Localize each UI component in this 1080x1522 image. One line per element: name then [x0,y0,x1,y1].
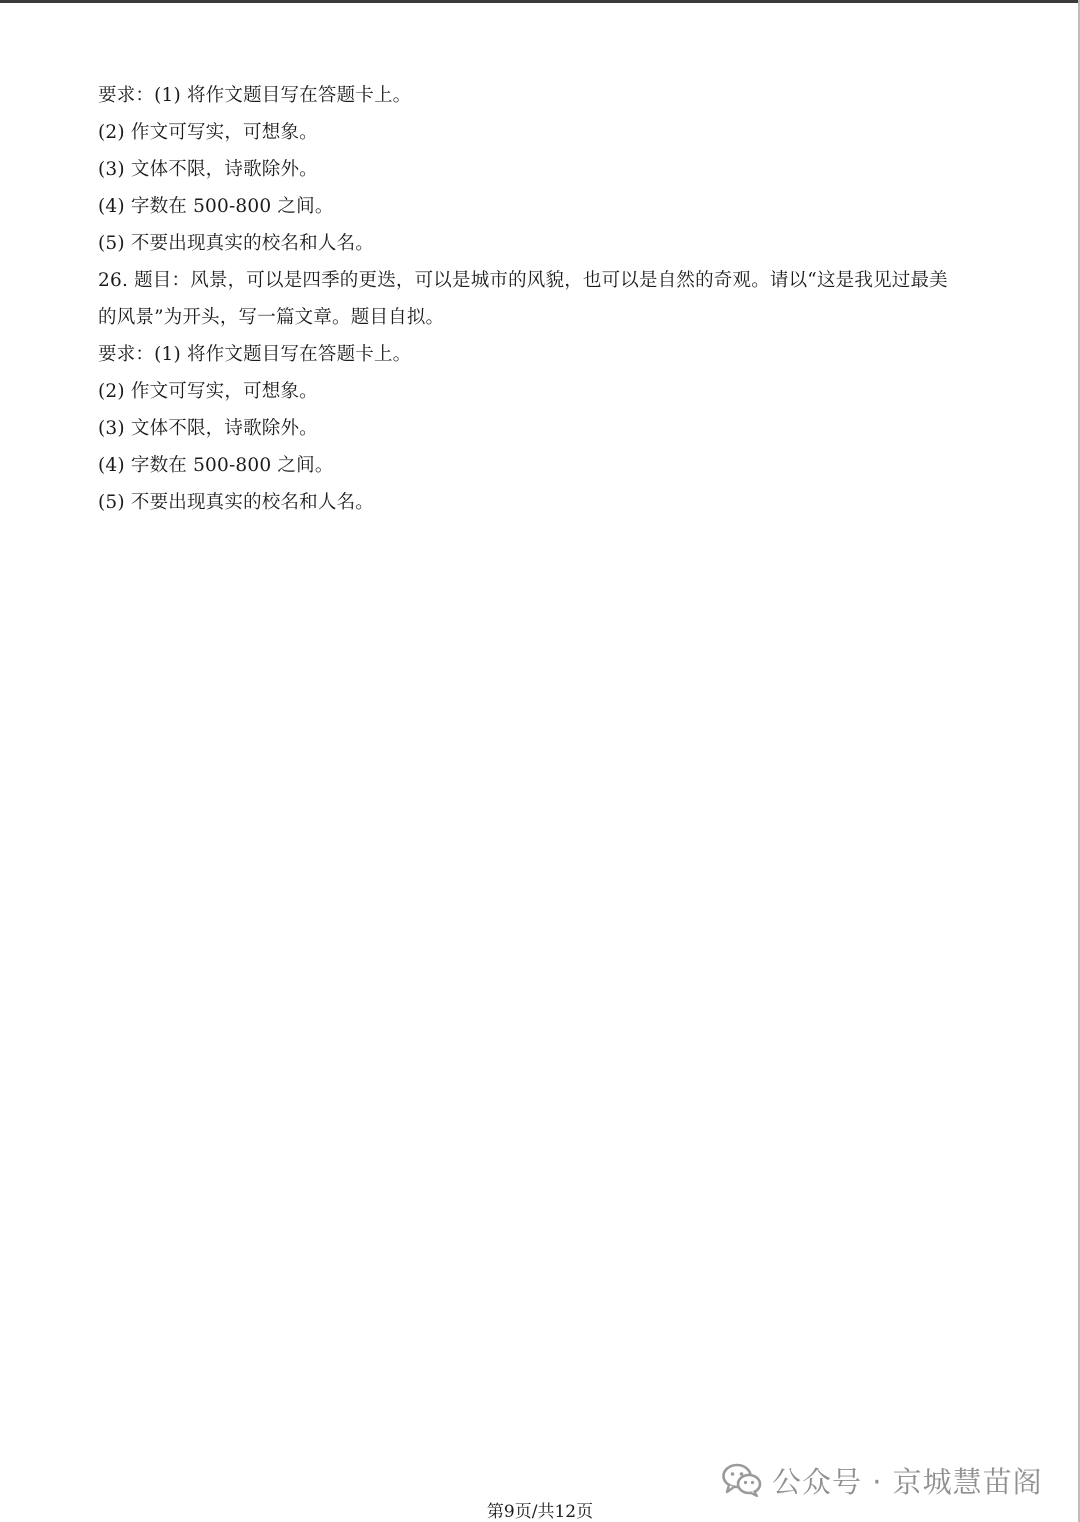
requirement-line: (3) 文体不限，诗歌除外。 [98,159,318,180]
requirement-line: (5) 不要出现真实的校名和人名。 [98,492,374,513]
question-26-prompt-continued: 的风景”为开头，写一篇文章。题目自拟。 [98,307,445,328]
requirement-line: (2) 作文可写实，可想象。 [98,381,318,402]
question-26-prompt: 26. 题目：风景，可以是四季的更迭，可以是城市的风貌，也可以是自然的奇观。请以“这是我见过最美 [98,270,948,291]
requirement-line: (3) 文体不限，诗歌除外。 [98,418,318,439]
page-number: 第9页/共12页 [486,1502,594,1522]
requirement-line: (4) 字数在 500-800 之间。 [98,455,334,476]
requirement-line: (2) 作文可写实，可想象。 [98,122,318,143]
requirement-line: 要求：(1) 将作文题目写在答题卡上。 [98,85,412,106]
requirement-line: 要求：(1) 将作文题目写在答题卡上。 [98,344,412,365]
watermark-text: 公众号 · 京城慧苗阁 [772,1464,1043,1499]
requirement-line: (5) 不要出现真实的校名和人名。 [98,233,374,254]
top-border [0,0,1080,3]
wechat-icon [722,1462,762,1498]
wechat-watermark [722,1460,1043,1500]
requirement-line: (4) 字数在 500-800 之间。 [98,196,334,217]
